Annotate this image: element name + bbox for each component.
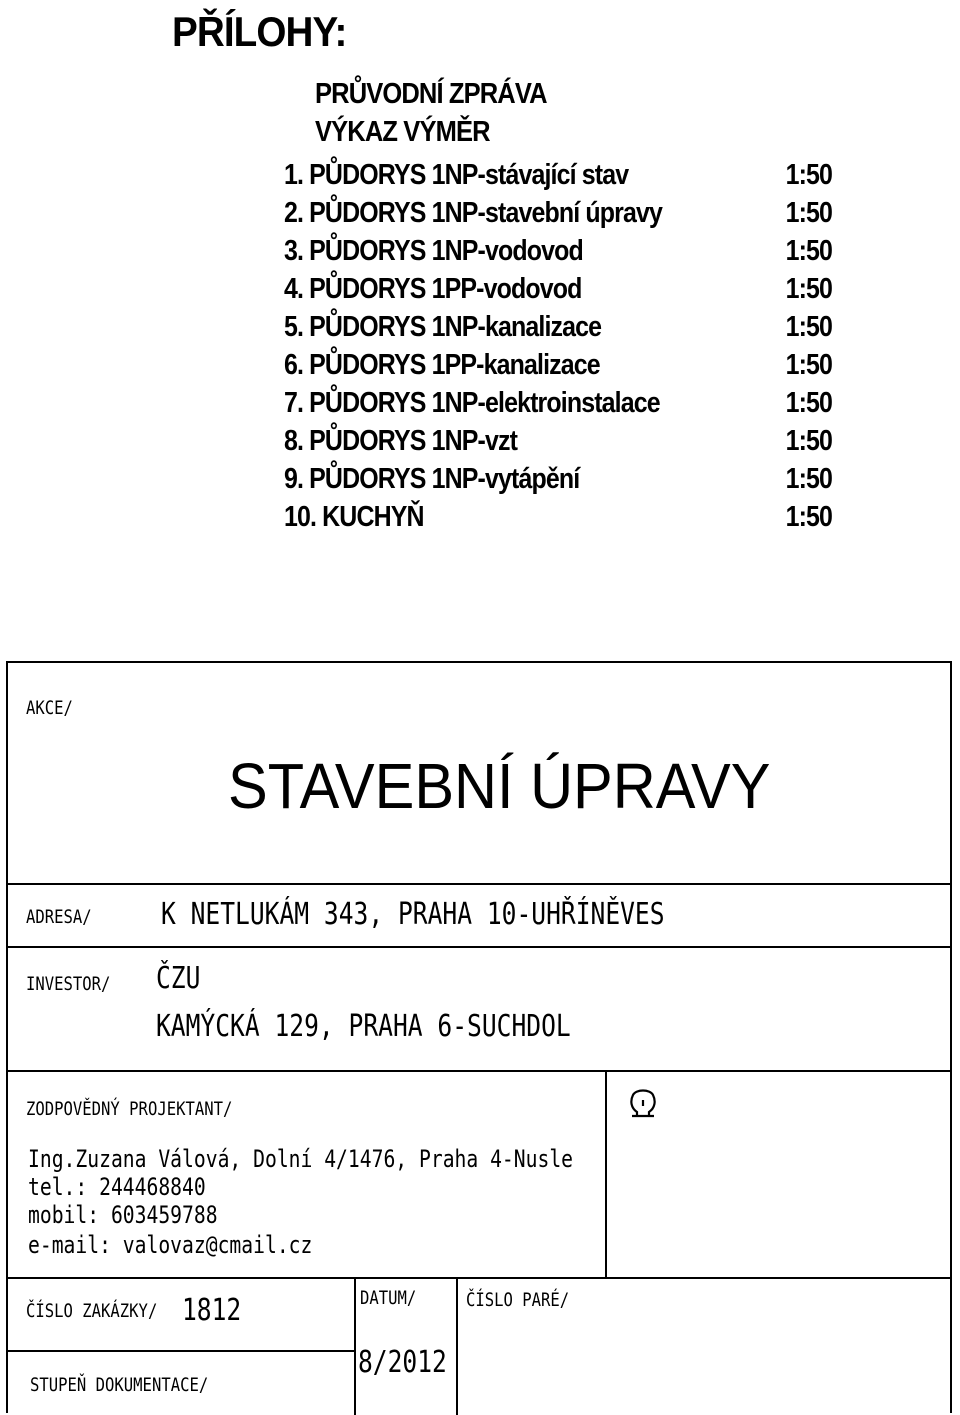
- project-title: STAVEBNÍ ÚPRAVY: [228, 750, 771, 822]
- investor-name: ČZU: [156, 961, 201, 996]
- drawing-name: 4. PŮDORYS 1PP-vodovod: [284, 272, 582, 305]
- drawing-row: [284, 384, 832, 422]
- drawing-name: 5. PŮDORYS 1NP-kanalizace: [284, 310, 602, 343]
- title-block: [6, 661, 952, 1413]
- divider: [456, 1277, 458, 1415]
- divider: [8, 1277, 952, 1279]
- drawing-row: [284, 194, 832, 232]
- divider: [8, 1070, 952, 1072]
- drawing-name: 7. PŮDORYS 1NP-elektroinstalace: [284, 386, 660, 419]
- drawing-scale: 1:50: [785, 272, 832, 305]
- divider: [605, 1070, 607, 1279]
- drawing-list: [284, 156, 832, 536]
- drawing-scale: 1:50: [785, 158, 832, 191]
- drawing-row: [284, 308, 832, 346]
- document-item: VÝKAZ VÝMĚR: [315, 116, 490, 148]
- drawing-name: 9. PŮDORYS 1NP-vytápění: [284, 462, 580, 495]
- drawing-scale: 1:50: [785, 310, 832, 343]
- adresa-value: K NETLUKÁM 343, PRAHA 10-UHŘÍNĚVES: [161, 897, 665, 932]
- akce-label: AKCE/: [26, 697, 73, 719]
- drawing-name: 8. PŮDORYS 1NP-vzt: [284, 424, 518, 457]
- drawing-scale: 1:50: [785, 424, 832, 457]
- drawing-name: 2. PŮDORYS 1NP-stavební úpravy: [284, 196, 662, 229]
- drawing-row: [284, 156, 832, 194]
- divider: [8, 883, 952, 885]
- investor-label: INVESTOR/: [26, 973, 111, 995]
- drawing-row: [284, 460, 832, 498]
- drawing-row: [284, 270, 832, 308]
- datum-label: DATUM/: [360, 1287, 417, 1309]
- drawing-scale: 1:50: [785, 196, 832, 229]
- stupen-label: STUPEŇ DOKUMENTACE/: [30, 1374, 209, 1396]
- drawing-scale: 1:50: [785, 234, 832, 267]
- cislo-pare-label: ČÍSLO PARÉ/: [466, 1289, 570, 1311]
- drawing-row: [284, 498, 832, 536]
- drawing-name: 1. PŮDORYS 1NP-stávající stav: [284, 158, 629, 191]
- drawing-row: [284, 422, 832, 460]
- datum-value: 8/2012: [358, 1345, 447, 1380]
- attachments-heading: PŘÍLOHY:: [172, 8, 347, 55]
- document-item: PRŮVODNÍ ZPRÁVA: [315, 78, 547, 110]
- adresa-label: ADRESA/: [26, 906, 92, 928]
- divider: [354, 1277, 356, 1415]
- divider: [8, 1350, 354, 1352]
- drawing-scale: 1:50: [785, 500, 832, 533]
- investor-address: KAMÝCKÁ 129, PRAHA 6-SUCHDOL: [156, 1009, 571, 1044]
- projektant-line: mobil: 603459788: [28, 1201, 218, 1229]
- cislo-zakazky-value: 1812: [182, 1293, 242, 1328]
- cislo-zakazky-label: ČÍSLO ZAKÁZKY/: [26, 1300, 158, 1322]
- drawing-name: 6. PŮDORYS 1PP-kanalizace: [284, 348, 600, 381]
- drawing-row: [284, 346, 832, 384]
- divider: [8, 946, 952, 948]
- drawing-row: [284, 232, 832, 270]
- projektant-line: e-mail: valovaz@cmail.cz: [28, 1231, 313, 1259]
- drawing-name: 3. PŮDORYS 1NP-vodovod: [284, 234, 583, 267]
- drawing-scale: 1:50: [785, 462, 832, 495]
- stamp-icon: [628, 1086, 658, 1126]
- drawing-name: 10. KUCHYŇ: [284, 500, 424, 533]
- projektant-line: Ing.Zuzana Válová, Dolní 4/1476, Praha 4-Nusle: [28, 1145, 574, 1173]
- drawing-scale: 1:50: [785, 386, 832, 419]
- projektant-line: tel.: 244468840: [28, 1173, 206, 1201]
- drawing-scale: 1:50: [785, 348, 832, 381]
- projektant-label: ZODPOVĚDNÝ PROJEKTANT/: [26, 1098, 233, 1120]
